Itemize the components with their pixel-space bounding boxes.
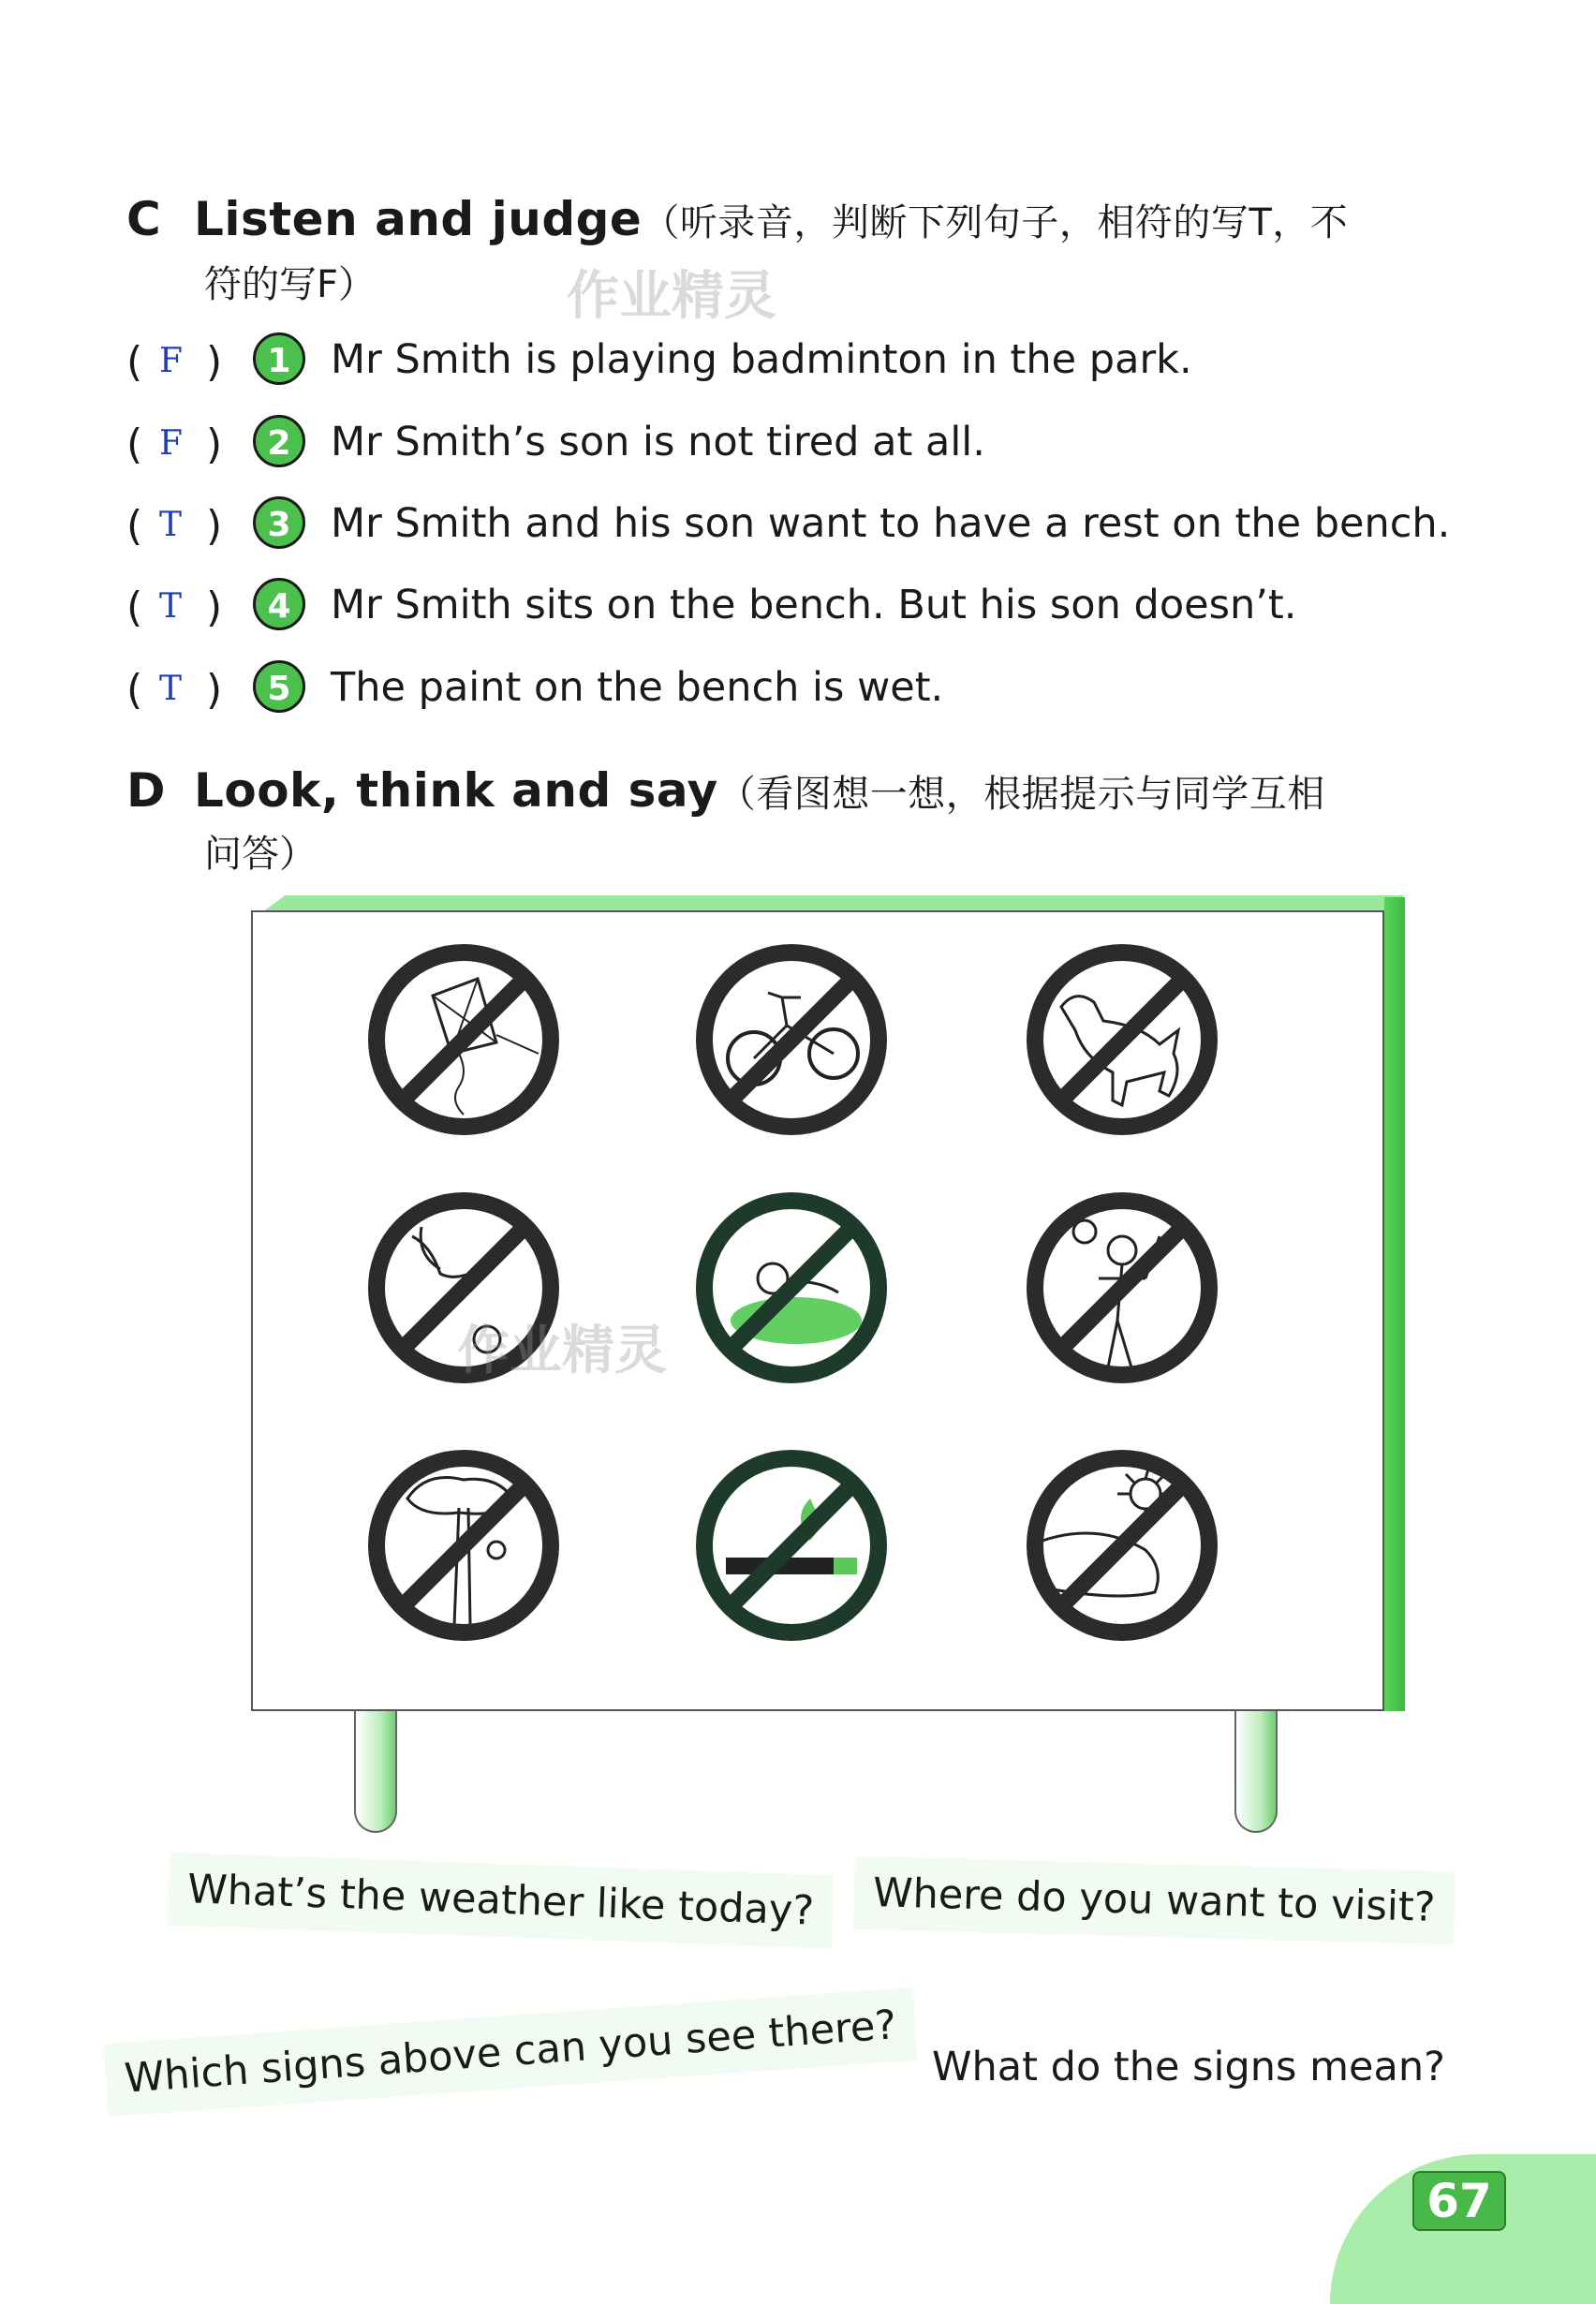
answer-value: F (159, 424, 183, 463)
number-badge-icon: 1 (253, 332, 305, 385)
question-bubble: What do the signs mean? (932, 2044, 1445, 2090)
section-d-instruction-cont: 问答） (204, 833, 317, 876)
section-letter: C (126, 192, 162, 246)
no-cycling-icon (693, 941, 890, 1138)
answer-value: T (159, 670, 183, 708)
section-instruction: （看图想一想，根据提示与同学互相 (717, 773, 1325, 816)
number-badge-icon: 3 (253, 496, 305, 549)
no-ball-games-icon (1024, 1189, 1220, 1386)
answer-value: F (159, 342, 183, 380)
sentence-text: Mr Smith and his son want to have a rest on the bench. (331, 500, 1451, 547)
board-post-right (1234, 1711, 1278, 1833)
sentence-text: The paint on the bench is wet. (331, 664, 944, 711)
question-bubble: Where do you want to visit? (853, 1856, 1455, 1945)
section-instruction: （听录音，判断下列句子，相符的写T，不 (642, 201, 1349, 244)
number-badge-icon: 4 (253, 578, 305, 630)
board-post-left (354, 1711, 397, 1833)
watermark: 作业精灵 (457, 1321, 667, 1381)
no-swimming-icon (693, 1189, 890, 1386)
board-side-edge (1384, 897, 1405, 1711)
watermark: 作业精灵 (567, 266, 776, 327)
number-badge-icon: 5 (253, 660, 305, 713)
no-smoking-icon (693, 1447, 890, 1644)
section-c-instruction-cont: 符的写F） (204, 263, 377, 306)
no-tree-climbing-icon (365, 1447, 562, 1644)
no-flower-picking-icon (1024, 1447, 1220, 1644)
no-dogs-icon (1024, 941, 1220, 1138)
section-letter: D (126, 763, 167, 818)
answer-value: T (159, 587, 183, 626)
section-heading: Look, think and say (194, 763, 718, 818)
question-bubble: Which signs above can you see there? (103, 1987, 917, 2117)
sentence-text: Mr Smith is playing badminton in the park. (331, 336, 1192, 383)
sentence-text: Mr Smith sits on the bench. But his son doesn’t. (331, 582, 1297, 628)
section-d-title (126, 763, 1325, 818)
sentence-text: Mr Smith’s son is not tired at all. (331, 419, 985, 465)
no-kite-flying-icon (365, 941, 562, 1138)
answer-value: T (159, 506, 183, 544)
page-number: 67 (1412, 2171, 1506, 2231)
question-bubble: What’s the weather like today? (168, 1853, 835, 1949)
section-heading: Listen and judge (194, 192, 643, 246)
number-badge-icon: 2 (253, 415, 305, 467)
section-c-title (126, 192, 1348, 246)
